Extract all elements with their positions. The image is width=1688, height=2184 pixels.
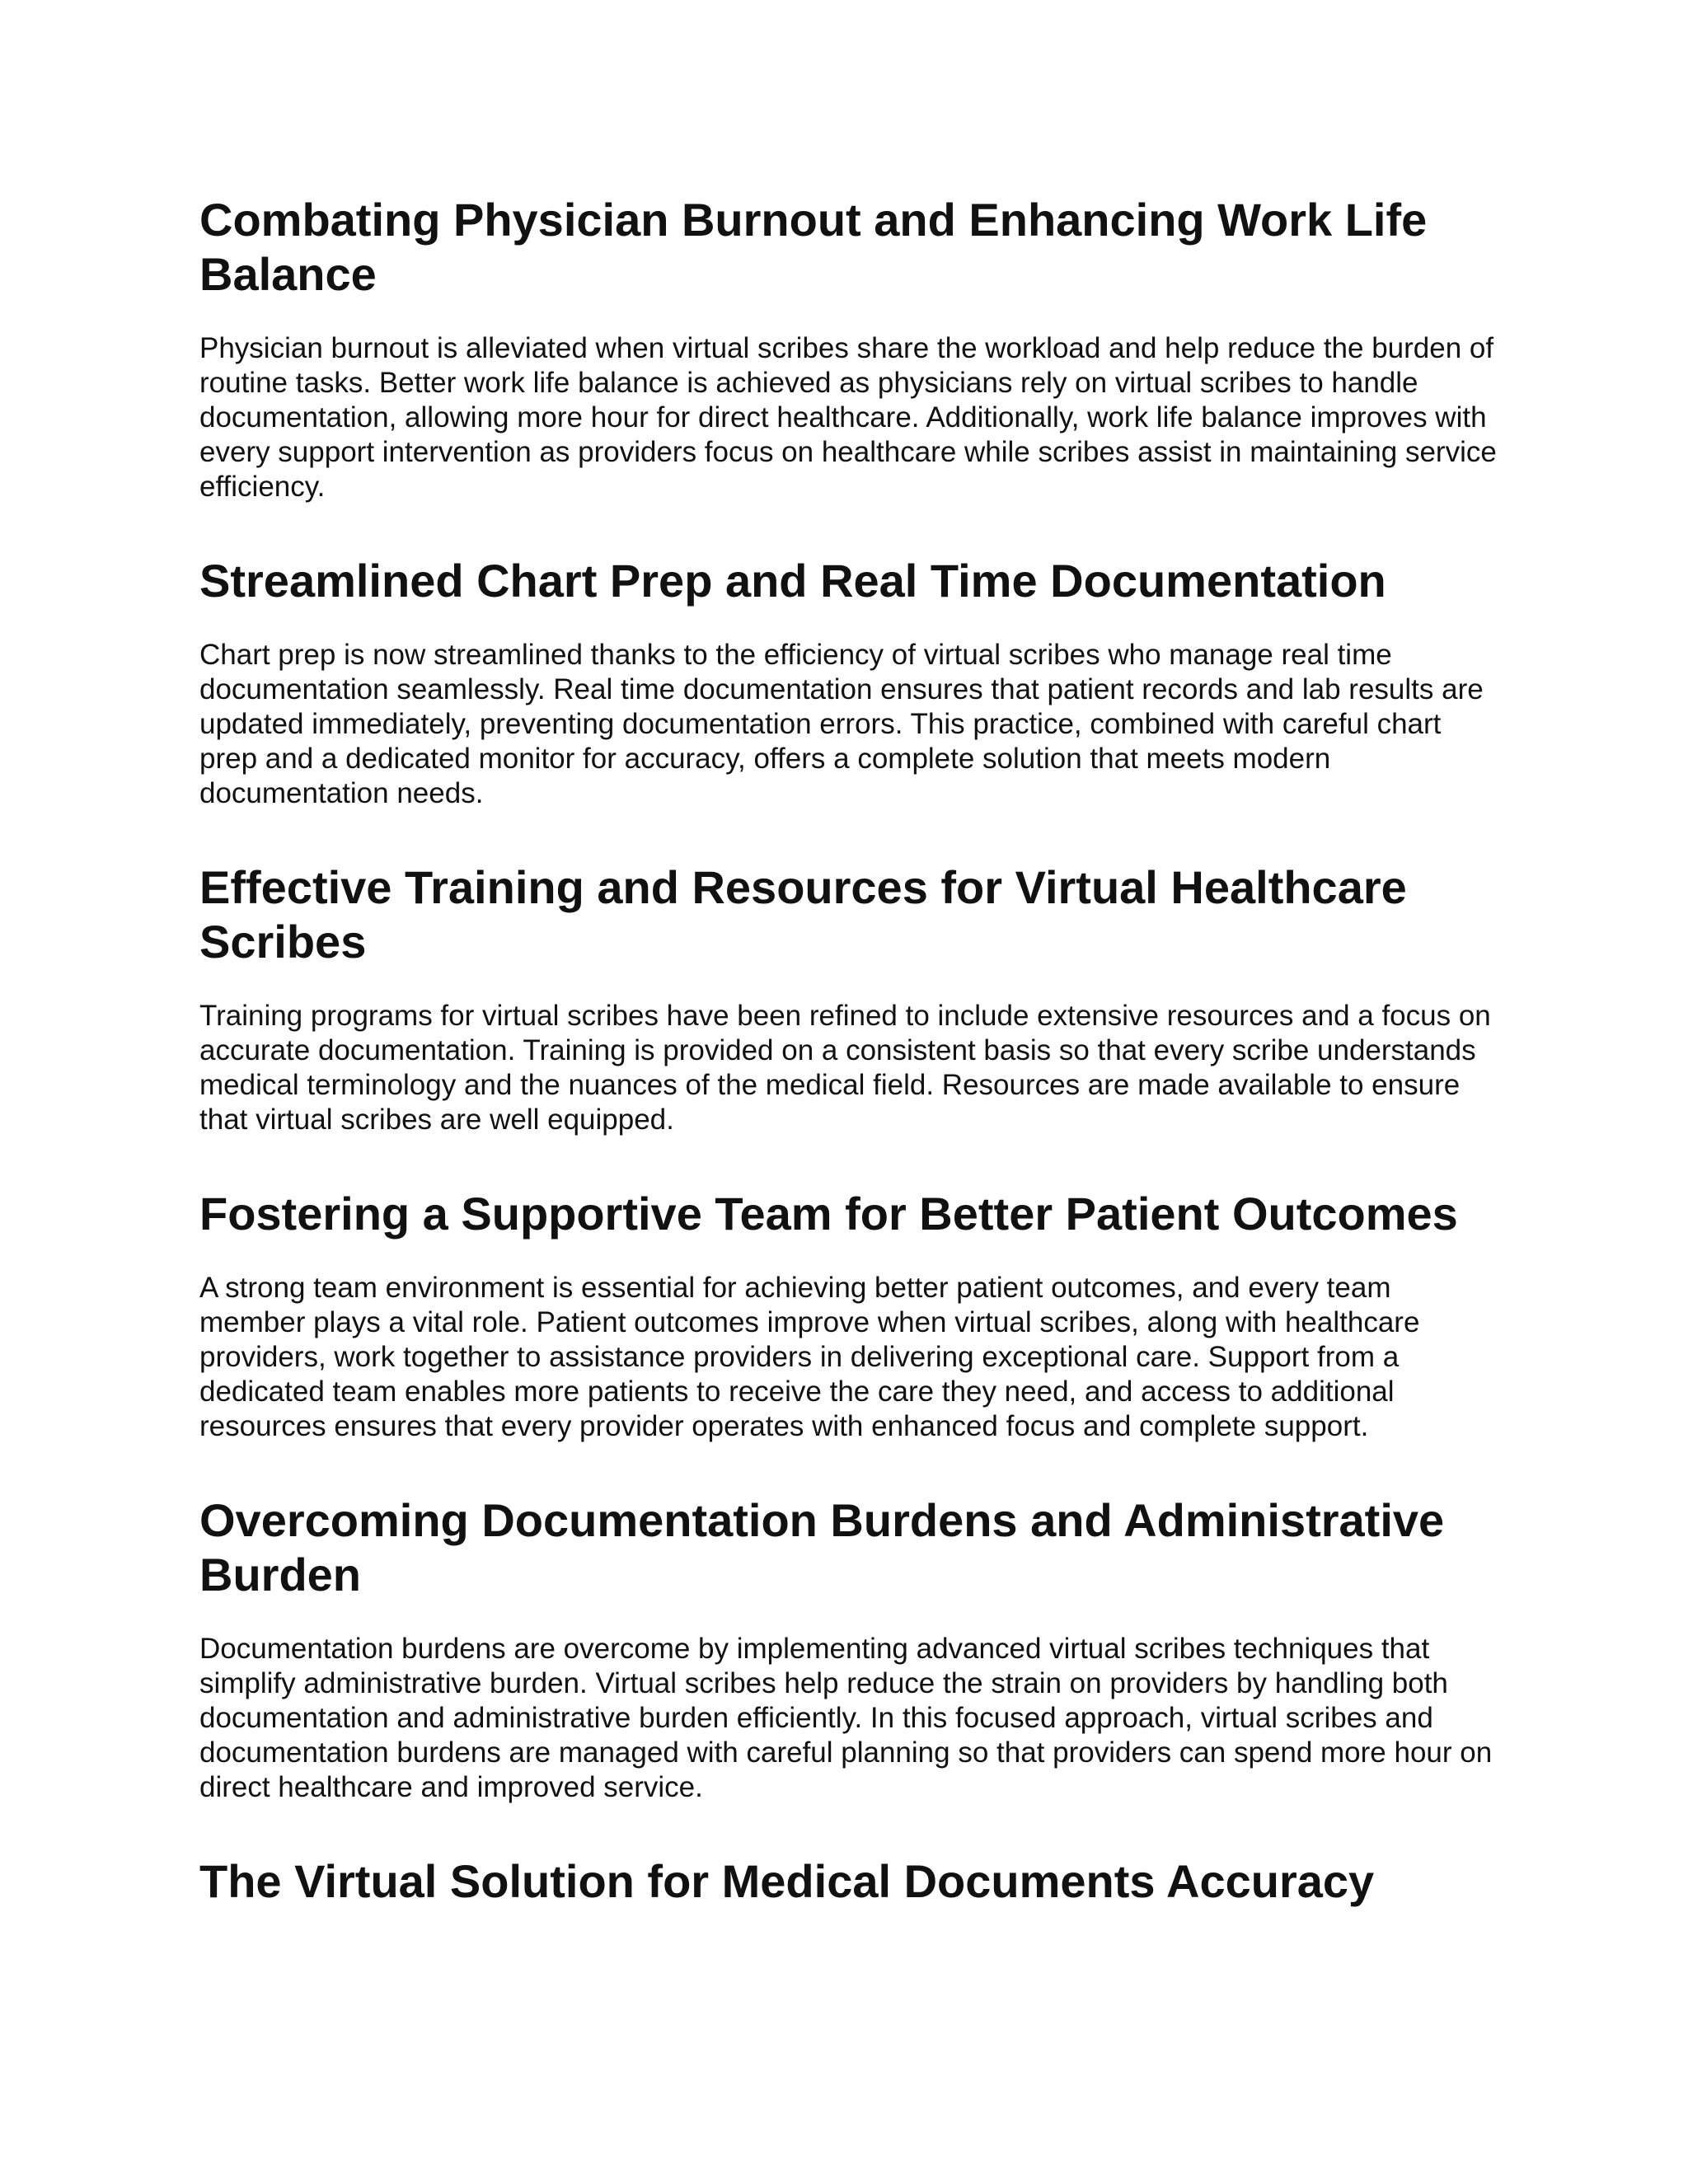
section-heading: Streamlined Chart Prep and Real Time Documentation (199, 555, 1386, 607)
document-content (199, 193, 1502, 1909)
section-heading: The Virtual Solution for Medical Documents Accuracy (199, 1855, 1375, 1907)
section-heading: Fostering a Supportive Team for Better Patient Outcomes (199, 1188, 1458, 1240)
section-paragraph: A strong team environment is essential for achieving better patient outcomes, and every team member plays a vital role. Patient outcomes improve when virtual scribes, along with healthcare providers, work together to assistance providers in delivering exceptional care. Support from a dedicated team enables more patients to receive the care they need, and access to additional resources ensures that every provider operates with enhanced focus and complete support. (199, 1272, 1420, 1442)
section-documentation-burdens (199, 1493, 1502, 1805)
section-heading: Combating Physician Burnout and Enhancing Work Life Balance (199, 194, 1428, 300)
section-paragraph: Training programs for virtual scribes have been refined to include extensive resources and a focus on accurate documentation. Training is provided on a consistent basis so that every scribe understands medical terminology and the nuances of the medical field. Resources are made available to ensure that virtual scribes are well equipped. (199, 1000, 1491, 1136)
section-paragraph: Documentation burdens are overcome by implementing advanced virtual scribes techniques that simplify administrative burden. Virtual scribes help reduce the strain on providers by handling both documentation and administrative burden efficiently. In this focused approach, virtual scribes and documentation burdens are managed with careful planning so that providers can spend more hour on direct healthcare and improved service. (199, 1633, 1493, 1803)
section-physician-burnout (199, 193, 1502, 504)
section-virtual-solution (199, 1854, 1502, 1909)
section-supportive-team (199, 1187, 1502, 1444)
section-paragraph: Chart prep is now streamlined thanks to the efficiency of virtual scribes who manage real time documentation seamlessly. Real time documentation ensures that patient records and lab results are updated immediately, preventing documentation errors. This practice, combined with careful chart prep and a dedicated monitor for accuracy, offers a complete solution that meets modern documentation needs. (199, 639, 1484, 809)
section-chart-prep (199, 554, 1502, 811)
section-heading: Effective Training and Resources for Virtual Healthcare Scribes (199, 861, 1407, 968)
section-paragraph: Physician burnout is alleviated when virtual scribes share the workload and help reduce the burden of routine tasks. Better work life balance is achieved as physicians rely on virtual scribes to handle documentation, allowing more hour for direct healthcare. Additionally, work life balance improves with every support intervention as providers focus on healthcare while scribes assist in maintaining service efficiency. (199, 332, 1497, 503)
section-heading: Overcoming Documentation Burdens and Administrative Burden (199, 1494, 1445, 1601)
section-training-resources (199, 860, 1502, 1137)
